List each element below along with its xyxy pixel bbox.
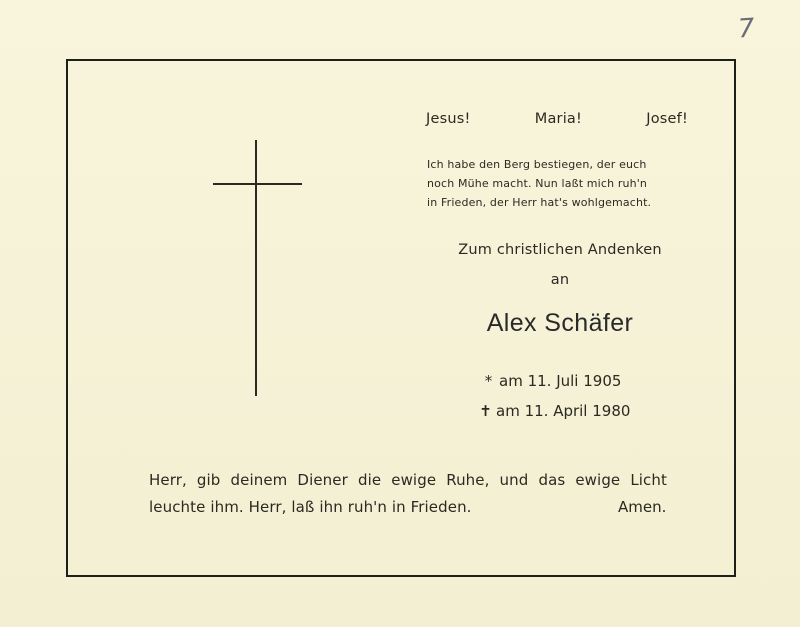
- prayer-line: leuchte ihm. Herr, laß ihn ruh'n in Frieden.: [149, 498, 472, 516]
- cross-icon-vertical-bar: [255, 140, 257, 396]
- verse-line: in Frieden, der Herr hat's wohlgemacht.: [427, 196, 652, 209]
- deceased-name: Alex Schäfer: [486, 309, 634, 337]
- verse-line: Ich habe den Berg bestiegen, der euch: [427, 158, 647, 171]
- memorial-dedication: [410, 235, 710, 295]
- verse-line: noch Mühe macht. Nun laßt mich ruh'n: [427, 177, 648, 190]
- invocation-josef: Josef!: [646, 111, 688, 127]
- invocation-heading: [426, 111, 688, 127]
- prayer-line: Herr, gib deinem Diener die ewige Ruhe, und das ewige Licht: [149, 471, 667, 489]
- cross-icon-horizontal-bar: [213, 183, 302, 185]
- dedication-line: Zum christlichen Andenken: [458, 242, 662, 258]
- dedication-line: an: [550, 272, 570, 288]
- birth-date: [481, 372, 621, 390]
- birth-date-text: am 11. Juli 1905: [499, 372, 622, 390]
- prayer-amen: Amen.: [618, 498, 667, 516]
- birth-star-icon: *: [484, 372, 493, 390]
- death-date-text: am 11. April 1980: [496, 402, 631, 420]
- invocation-jesus: Jesus!: [426, 111, 471, 127]
- invocation-maria: Maria!: [534, 111, 583, 127]
- handwritten-page-number: 7: [736, 13, 756, 45]
- verse-block: [427, 155, 689, 212]
- death-cross-icon: ✝: [479, 402, 492, 420]
- death-date: [478, 402, 630, 420]
